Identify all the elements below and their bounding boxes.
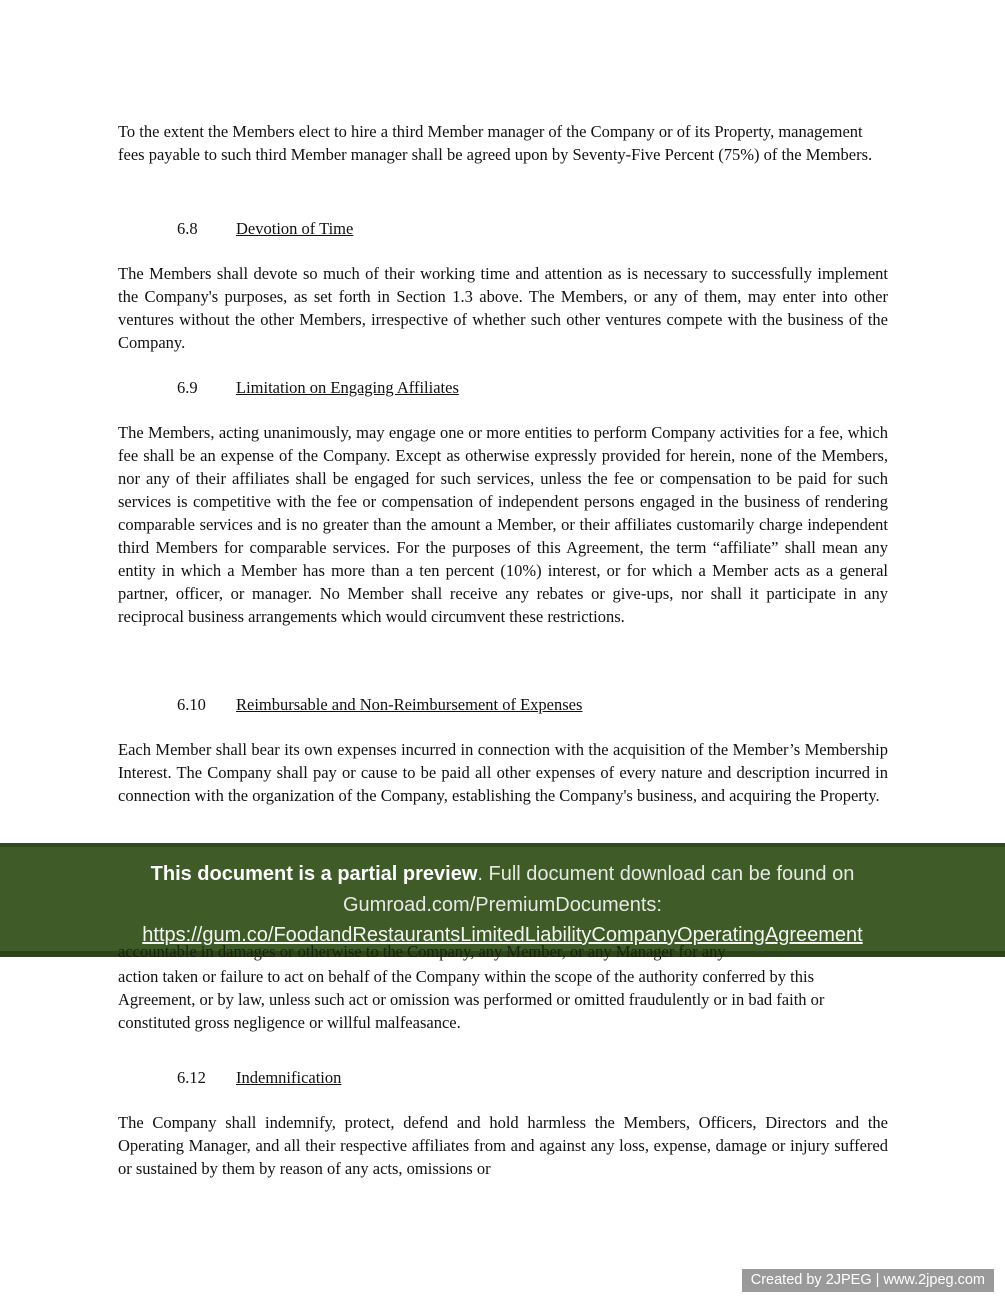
paragraph-intro: To the extent the Members elect to hire a third Member manager of the Company or of its Property, management fees payable to such third Member manager shall be agreed upon by Seventy-Five Percent (75%) of the Members. — [118, 122, 873, 164]
gumroad-download-link[interactable]: https://gum.co/FoodandRestaurantsLimitedLiabilityCompanyOperatingAgreement — [142, 924, 863, 946]
section-number-6-9: 6.9 — [177, 378, 198, 397]
paragraph-6-12: The Company shall indemnify, protect, defend and hold harmless the Members, Officers, Directors and the Operating Manager, and all their respective affiliates from and against any loss, expense, damage or injury suffered or sustained by them by reason of any acts, omissions or — [118, 1113, 888, 1178]
watermark-badge: Created by 2JPEG | www.2jpeg.com — [742, 1269, 994, 1292]
section-heading-6-12 — [177, 1066, 341, 1089]
banner-bold-text: This document is a partial preview — [150, 863, 478, 885]
section-title-6-10: Reimbursable and Non-Reimbursement of Expenses — [236, 695, 583, 714]
paragraph-6-8: The Members shall devote so much of their working time and attention as is necessary to successfully implement the Company's purposes, as set forth in Section 1.3 above. The Members, or any of them, may enter into other ventures without the other Members, irrespective of whether such other ventures compete with the business of the Company. — [118, 264, 888, 352]
paragraph-6-11-continued: action taken or failure to act on behalf of the Company within the scope of the authority conferred by this Agreement, or by law, unless such act or omission was performed or omitted fraudulently or in bad faith or constituted gross negligence or willful malfeasance. — [118, 967, 825, 1032]
banner-regular-text: . Full document download can be found on — [477, 863, 855, 885]
paragraph-6-10: Each Member shall bear its own expenses incurred in connection with the acquisition of the Member’s Membership Interest. The Company shall pay or cause to be paid all other expenses of every nature and description incurred in connection with the organization of the Company, establishing the Company's business, and acquiring the Property. — [118, 740, 888, 805]
section-heading-6-10 — [177, 693, 582, 716]
section-heading-6-8 — [177, 217, 353, 240]
section-number-6-8: 6.8 — [177, 219, 198, 238]
section-title-6-12: Indemnification — [236, 1068, 342, 1087]
section-heading-6-9 — [177, 376, 459, 399]
obscured-text-line: accountable in damages or otherwise to the Company, any Member, or any Manager for any — [118, 942, 726, 961]
section-title-6-9: Limitation on Engaging Affiliates — [236, 378, 459, 397]
section-number-6-10: 6.10 — [177, 695, 206, 714]
banner-line-2: Gumroad.com/PremiumDocuments: — [343, 893, 662, 916]
section-number-6-12: 6.12 — [177, 1068, 206, 1087]
section-title-6-8: Devotion of Time — [236, 219, 354, 238]
paragraph-6-9: The Members, acting unanimously, may engage one or more entities to perform Company activities for a fee, which fee shall be an expense of the Company. Except as otherwise expressly provided for herein, none of the Members, nor any of their affiliates shall be engaged for such services, unless the fee or compensation to be paid for such services is competitive with the fee or compensation of independent persons engaged in the business of rendering comparable services and is no greater than the amount a Member, or their affiliates customarily charge independent third Members for comparable services. For the purposes of this Agreement, the term “affiliate” shall mean any entity in which a Member has more than a ten percent (10%) interest, or for which a Member acts as a general partner, officer, or manager. No Member shall receive any rebates or give-ups, nor shall it participate in any reciprocal business arrangements which would circumvent these restrictions. — [118, 423, 888, 626]
banner-line-1 — [0, 859, 1005, 890]
